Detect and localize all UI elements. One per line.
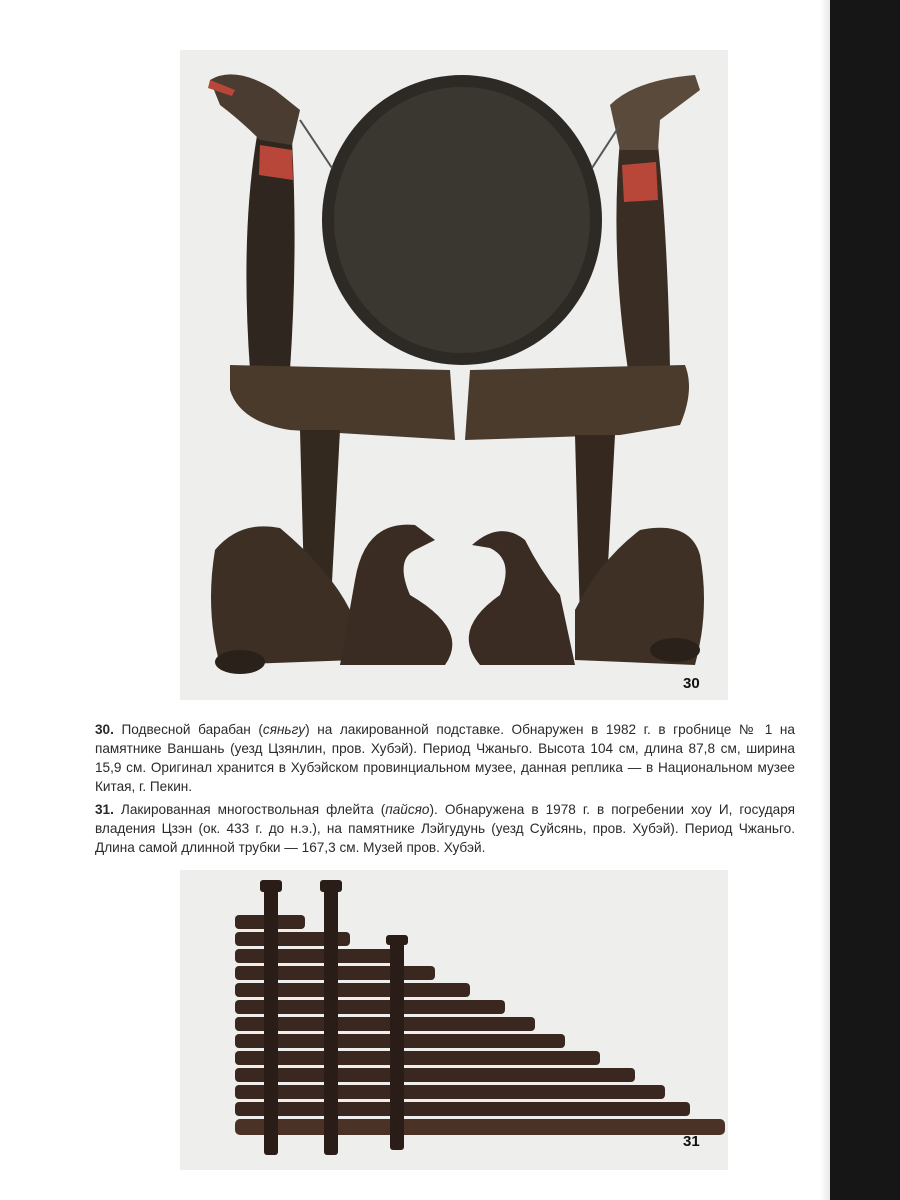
caption-text-start: Подвесной барабан ( (113, 722, 263, 737)
page-edge-shadow (820, 0, 830, 1200)
caption-text-start: Лакированная многоствольная флейта ( (113, 802, 386, 817)
figure-number: 31 (683, 1133, 700, 1150)
caption-number: 31. (95, 802, 114, 817)
photo-hanging-drum (180, 50, 728, 700)
caption-term: пайсяо (385, 802, 430, 817)
caption-term: сяньгу (262, 722, 306, 737)
photo-panpipes (180, 870, 728, 1170)
caption-text-end: ) на лакированной подставке. Обнаружен в 1982 г. в гробнице № 1 на памятнике Ваншань (уезд Цзянлин, пров. Хубэй). Период Чжаньго. Высота 104 см, длина 87,8 см, ширина 15,9 см. Оригинал хранится в Хубэйском провинциальном музее, данная реплика — в Национальном музее Китая, г. Пекин. (95, 722, 795, 794)
panpipes-illustration (180, 870, 728, 1170)
caption-number: 30. (95, 722, 114, 737)
page-edge (830, 0, 900, 1200)
figure-number: 30 (683, 675, 700, 692)
drum-stand-illustration (180, 50, 728, 700)
figure-caption (95, 720, 795, 796)
caption-text-end: ). Обнаружена в 1978 г. в погребении хоу И, государя владения Цзэн (ок. 433 г. до н.э.), на памятнике Лэйгудунь (уезд Суйсянь, пров. Хубэй). Период Чжаньго. Длина самой длинной трубки — 167,3 см. Музей пров. Хубэй. (95, 802, 796, 855)
figure-caption (95, 800, 795, 857)
